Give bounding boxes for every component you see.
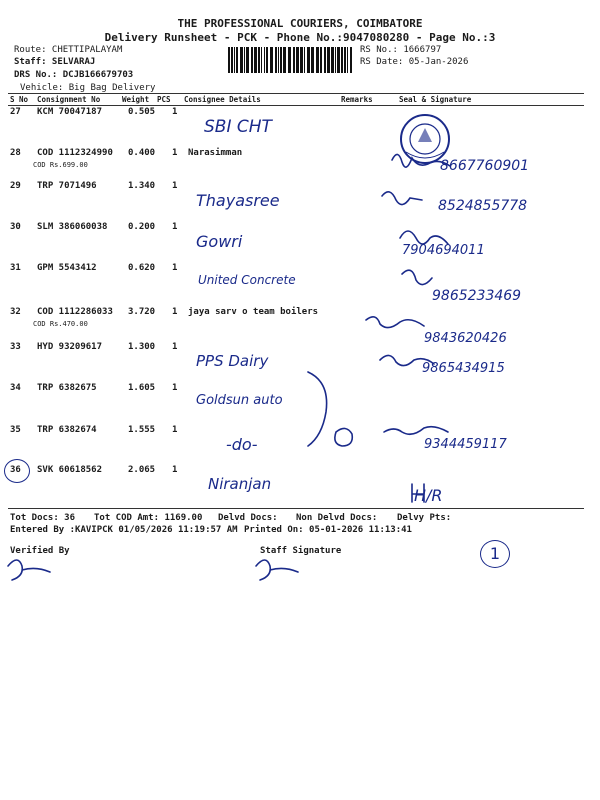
row-sno: 30 [10, 222, 21, 232]
row-sno: 35 [10, 425, 21, 435]
row-consignee-handwritten: PPS Dairy [196, 352, 269, 370]
row-consignment-no: HYD 93209617 [37, 342, 103, 352]
row-consignment-no: TRP 7071496 [37, 181, 97, 191]
row-weight: 3.720 [128, 307, 156, 317]
col-consignment: Consignment No [37, 95, 101, 104]
barcode-bar [293, 47, 295, 73]
barcode-bar [266, 47, 268, 73]
row-cod-amount: COD Rs.699.00 [33, 161, 88, 169]
row-signature-note: 9865233469 [432, 288, 522, 304]
barcode-bar [320, 47, 322, 73]
vehicle-label: Vehicle: Big Bag Delivery [20, 83, 156, 93]
col-sno: S No [10, 95, 29, 104]
row-weight: 0.505 [128, 107, 156, 117]
barcode-bar [311, 47, 314, 73]
header-bottom-rule [8, 105, 584, 106]
barcode-bar [236, 47, 238, 73]
row-pcs: 1 [172, 465, 178, 475]
circled-page-mark: 1 [480, 540, 510, 568]
row-consignee-handwritten: United Concrete [198, 273, 296, 287]
barcode-bar [316, 47, 319, 73]
row-consignment-no: COD 1112324990 [37, 148, 113, 158]
col-remarks: Remarks [341, 95, 373, 104]
barcode-bar [270, 47, 273, 73]
header-top-rule [8, 93, 584, 94]
barcode-bar [251, 47, 253, 73]
barcode-bar [254, 47, 257, 73]
row-weight: 1.340 [128, 181, 156, 191]
barcode-bar [341, 47, 343, 73]
drs-label: DRS No.: DCJB166679703 [14, 70, 134, 80]
row-pcs: 1 [172, 148, 178, 158]
barcode-bar [275, 47, 277, 73]
row-consignee-handwritten: Goldsun auto [196, 393, 283, 408]
row-weight: 1.300 [128, 342, 156, 352]
row-weight: 0.400 [128, 148, 156, 158]
row-signature-note: 9865434915 [422, 361, 505, 376]
barcode-bar [327, 47, 330, 73]
barcode-bar [240, 47, 243, 73]
row-sno: 27 [10, 107, 21, 117]
sno-circle-mark [4, 459, 30, 483]
staff-label: Staff: SELVARAJ [14, 57, 96, 67]
rs-number: RS No.: 1666797 [360, 45, 442, 55]
delivery-points: Delvy Pts: [397, 513, 452, 523]
barcode-bar [344, 47, 346, 73]
row-sno: 29 [10, 181, 21, 191]
row-pcs: 1 [172, 222, 178, 232]
row-weight: 1.605 [128, 383, 156, 393]
barcode-bar [347, 47, 348, 73]
barcode-bar [337, 47, 340, 73]
barcode-bar [331, 47, 334, 73]
row-signature-note: 9344459117 [424, 437, 507, 452]
barcode-bar [231, 47, 233, 73]
row-sno: 28 [10, 148, 21, 158]
company-title: THE PROFESSIONAL COURIERS, COIMBATORE [177, 17, 423, 30]
row-pcs: 1 [172, 425, 178, 435]
barcode-bar [234, 47, 235, 73]
entered-by: Entered By :KAVIPCK 01/05/2026 11:19:57 AM [10, 525, 238, 535]
row-pcs: 1 [172, 383, 178, 393]
row-sno: 34 [10, 383, 21, 393]
barcode-bar [280, 47, 282, 73]
row-pcs: 1 [172, 263, 178, 273]
row-consignee-printed: jaya sarv o team boilers [188, 307, 319, 317]
barcode-bar [288, 47, 291, 73]
office-stamp-icon [398, 112, 452, 166]
row-consignment-no: SLM 386060038 [37, 222, 108, 232]
row-weight: 2.065 [128, 465, 156, 475]
row-consignment-no: COD 1112286033 [37, 307, 113, 317]
row-weight: 1.555 [128, 425, 156, 435]
row-sno: 31 [10, 263, 21, 273]
barcode-bar [228, 47, 230, 73]
col-consignee: Consignee Details [184, 95, 261, 104]
row-consignment-no: TRP 6382675 [37, 383, 97, 393]
row-pcs: 1 [172, 107, 178, 117]
barcode-bar [324, 47, 326, 73]
row-consignee-handwritten: Gowri [196, 232, 243, 251]
row-signature-note: 7904694011 [402, 243, 485, 258]
total-cod-amount: Tot COD Amt: 1169.00 [94, 513, 203, 523]
row-sno: 36 [10, 465, 21, 475]
barcode-bar [304, 47, 305, 73]
row-weight: 0.620 [128, 263, 156, 273]
row-signature-note: 8524855778 [438, 198, 528, 214]
barcode-bar [246, 47, 249, 73]
runsheet-subtitle: Delivery Runsheet - PCK - Phone No.:9047080280 - Page No.:3 [104, 31, 496, 44]
row-consignee-printed: Narasimman [188, 148, 243, 158]
barcode-bar [350, 47, 352, 73]
row-signature-note: H/R [414, 486, 443, 505]
row-consignment-no: SVK 60618562 [37, 465, 103, 475]
row-consignee-handwritten: Thayasree [196, 191, 280, 210]
row-pcs: 1 [172, 342, 178, 352]
non-delivered-docs: Non Delvd Docs: [296, 513, 378, 523]
row-cod-amount: COD Rs.470.00 [33, 320, 88, 328]
barcode-bar [300, 47, 303, 73]
barcode-bar [283, 47, 286, 73]
row-consignee-handwritten: Niranjan [208, 475, 272, 493]
barcode-bar [296, 47, 299, 73]
verified-by-label: Verified By [10, 546, 70, 556]
row-pcs: 1 [172, 181, 178, 191]
barcode-bar [335, 47, 336, 73]
row-sno: 32 [10, 307, 21, 317]
route-label: Route: CHETTIPALAYAM [14, 45, 123, 55]
row-signature-note: 8667760901 [440, 158, 530, 174]
staff-signature-label: Staff Signature [260, 546, 342, 556]
barcode [228, 47, 354, 73]
col-seal: Seal & Signature [399, 95, 472, 104]
delivered-docs: Delvd Docs: [218, 513, 278, 523]
row-consignment-no: TRP 6382674 [37, 425, 97, 435]
col-weight: Weight [122, 95, 150, 104]
barcode-bar [264, 47, 265, 73]
barcode-bar [307, 47, 310, 73]
row-consignment-no: KCM 70047187 [37, 107, 103, 117]
row-consignee-handwritten: -do- [226, 435, 258, 454]
row-consignee-handwritten: SBI CHT [204, 117, 272, 137]
printed-on: Printed On: 05-01-2026 11:13:41 [244, 525, 412, 535]
rs-date: RS Date: 05-Jan-2026 [360, 57, 469, 67]
row-pcs: 1 [172, 307, 178, 317]
row-signature-note: 9843620426 [424, 331, 507, 346]
barcode-bar [261, 47, 262, 73]
total-docs: Tot Docs: 36 [10, 513, 76, 523]
footer-rule [8, 508, 584, 509]
col-pcs: PCS [157, 95, 171, 104]
barcode-bar [244, 47, 245, 73]
row-weight: 0.200 [128, 222, 156, 232]
row-consignment-no: GPM 5543412 [37, 263, 97, 273]
barcode-bar [258, 47, 260, 73]
row-sno: 33 [10, 342, 21, 352]
barcode-bar [278, 47, 279, 73]
